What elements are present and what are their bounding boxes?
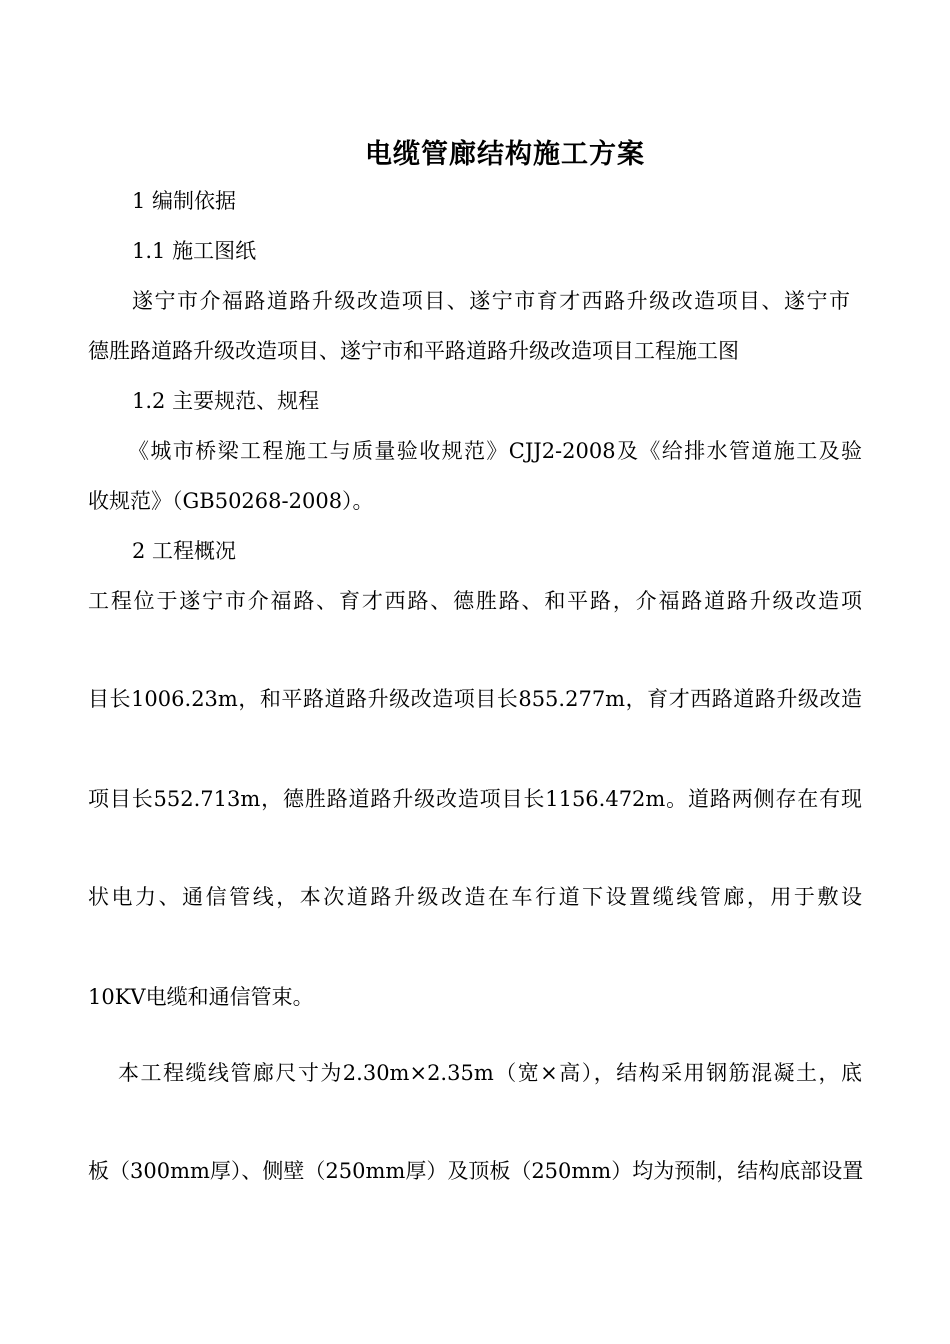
section-heading-2: 2 工程概况 (132, 539, 237, 563)
paragraph-line: 工程位于遂宁市介福路、育才西路、德胜路、和平路，介福路道路升级改造项 (88, 589, 862, 613)
paragraph-line: 收规范》（GB50268-2008）。 (88, 489, 374, 513)
paragraph-line: 本工程缆线管廊尺寸为2.30m×2.35m（宽×高），结构采用钢筋混凝土，底 (118, 1061, 862, 1085)
document-title: 电缆管廊结构施工方案 (365, 139, 645, 170)
paragraph-line: 项目长552.713m，德胜路道路升级改造项目长1156.472m。道路两侧存在有现 (88, 787, 862, 811)
paragraph-line: 10KV电缆和通信管束。 (88, 985, 314, 1009)
paragraph-line: 目长1006.23m，和平路道路升级改造项目长855.277m，育才西路道路升级改造 (88, 687, 862, 711)
paragraph-line: 状电力、通信管线，本次道路升级改造在车行道下设置缆线管廊，用于敷设 (88, 885, 862, 909)
subsection-heading-1-2: 1.2 主要规范、规程 (132, 389, 320, 413)
paragraph-line: 德胜路道路升级改造项目、遂宁市和平路道路升级改造项目工程施工图 (88, 339, 739, 363)
paragraph-line: 《城市桥梁工程施工与质量验收规范》CJJ2-2008及《给排水管道施工及验 (128, 439, 862, 463)
paragraph-line: 板（300mm厚）、侧壁（250mm厚）及顶板（250mm）均为预制，结构底部设置 (88, 1159, 864, 1183)
paragraph-line: 遂宁市介福路道路升级改造项目、遂宁市育才西路升级改造项目、遂宁市 (132, 289, 850, 313)
section-heading-1: 1 编制依据 (132, 189, 237, 213)
subsection-heading-1-1: 1.1 施工图纸 (132, 239, 257, 263)
